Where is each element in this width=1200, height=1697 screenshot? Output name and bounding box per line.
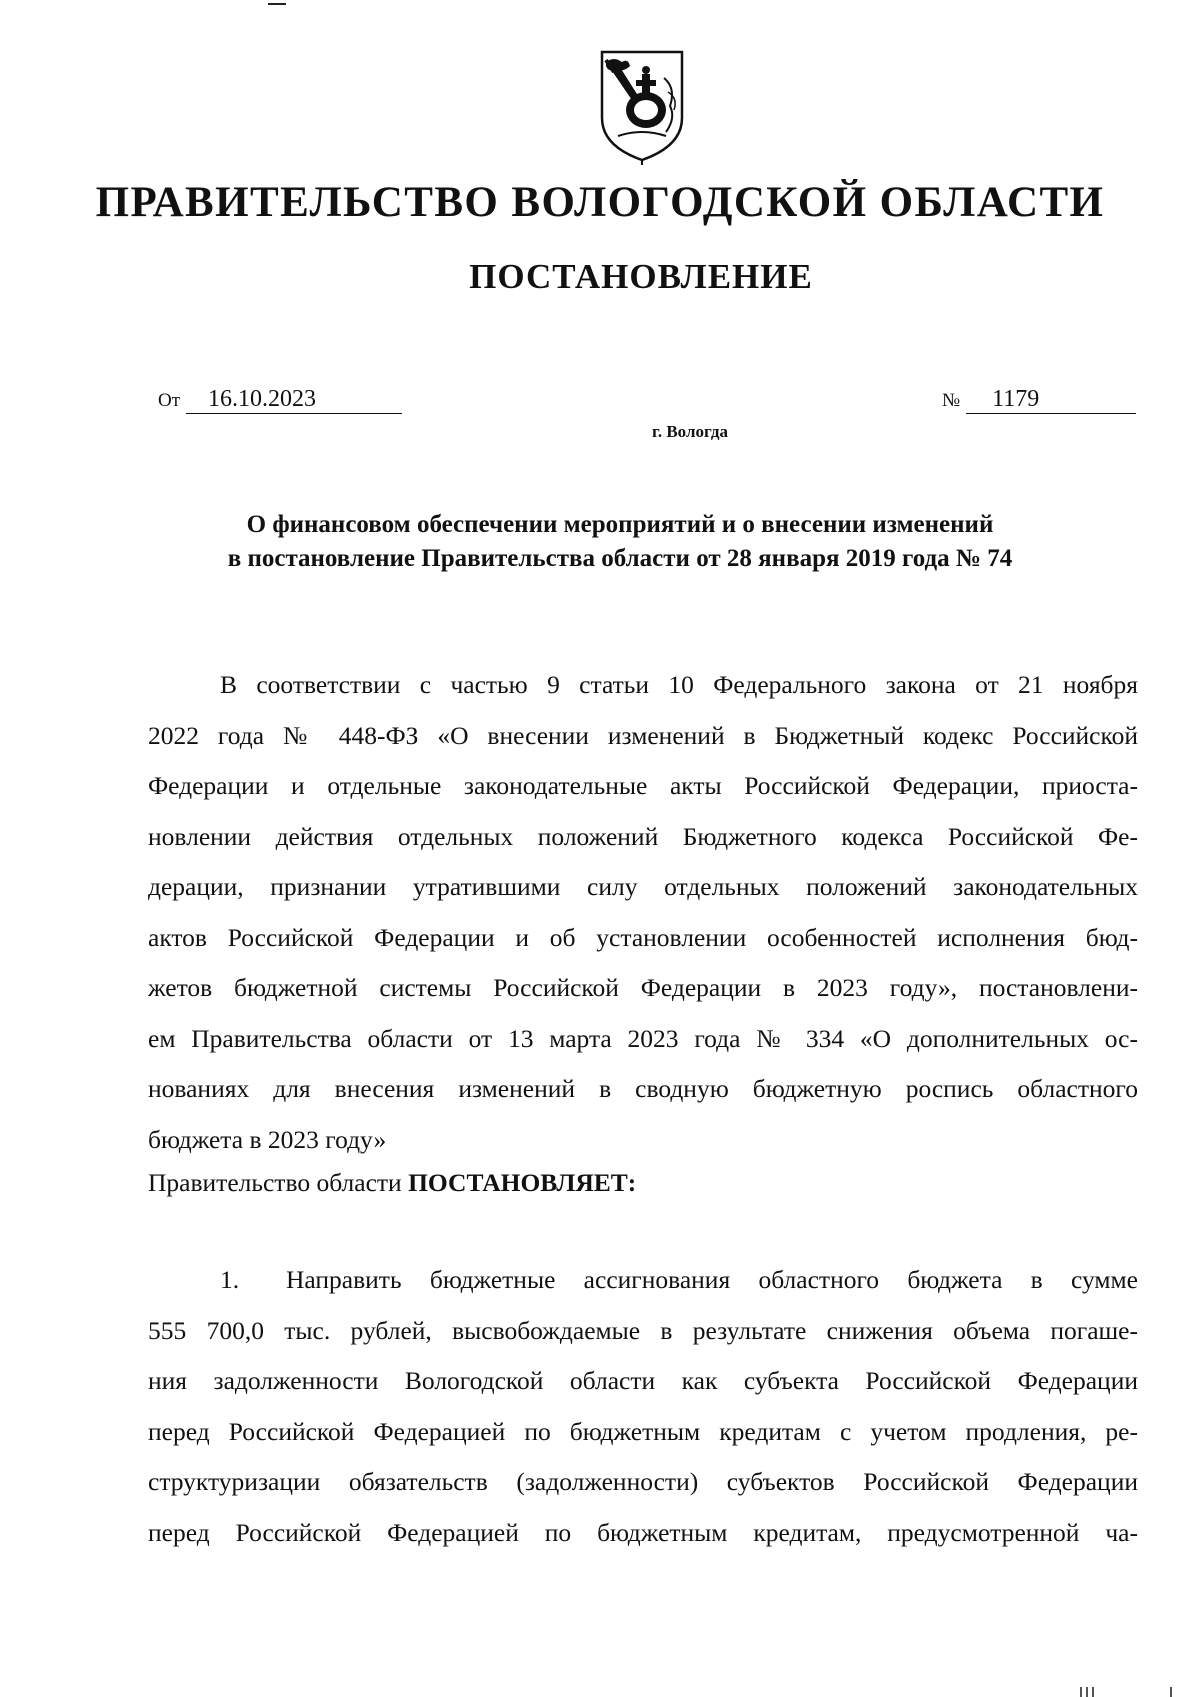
scan-artifact-top bbox=[268, 3, 286, 5]
subject-line: О финансовом обеспечении мероприятий и о внесении изменений bbox=[246, 511, 994, 538]
text-line: В соответствии с частью 9 статьи 10 Федерального закона от 21 ноября bbox=[220, 670, 1138, 699]
item-number: 1. bbox=[220, 1265, 240, 1294]
scan-artifact-bottom bbox=[1080, 1687, 1082, 1697]
date-line bbox=[158, 385, 402, 414]
document-type-title: ПОСТАНОВЛЕНИЕ bbox=[469, 257, 813, 296]
vologda-coat-of-arms-icon bbox=[596, 48, 688, 166]
number-label: № bbox=[942, 390, 961, 411]
government-title: ПРАВИТЕЛЬСТВО ВОЛОГОДСКОЙ ОБЛАСТИ bbox=[95, 179, 1105, 226]
preamble-paragraph bbox=[148, 660, 1138, 1165]
decision-prefix: Правительство области bbox=[148, 1168, 409, 1197]
text-line: нованиях для внесения изменений в сводную бюджетную роспись областного bbox=[148, 1074, 1138, 1103]
text-line: 2022 года № 448-ФЗ «О внесении изменений в Бюджетный кодекс Российской bbox=[148, 720, 1138, 750]
scan-artifact-bottom bbox=[1170, 1687, 1172, 1697]
decision-keyword: ПОСТАНОВЛЯЕТ: bbox=[408, 1168, 637, 1197]
text-line: жетов бюджетной системы Российской Федерации в 2023 году», постановлени- bbox=[148, 973, 1138, 1002]
text-line: ния задолженности Вологодской области как субъекта Российской Федерации bbox=[148, 1366, 1138, 1395]
text-line: новлении действия отдельных положений Бюджетного кодекса Российской Фе- bbox=[148, 821, 1138, 851]
text-line bbox=[148, 1255, 1138, 1306]
number-line bbox=[942, 385, 1136, 414]
document-number: 1179 bbox=[966, 385, 1136, 414]
decision-line bbox=[148, 1168, 636, 1198]
text-line: дерации, признании утратившими силу отдельных положений законодательных bbox=[148, 872, 1138, 901]
document-date: 16.10.2023 bbox=[186, 385, 402, 414]
date-label: От bbox=[158, 390, 181, 411]
text-line: Федерации и отдельные законодательные акты Российской Федерации, приоста- bbox=[148, 771, 1138, 800]
text-line: структуризации обязательств (задолженности) субъектов Российской Федерации bbox=[148, 1467, 1138, 1496]
text-line: актов Российской Федерации и об установлении особенностей исполнения бюд- bbox=[148, 922, 1138, 952]
subject-line: в постановление Правительства области от 28 января 2019 года № 74 bbox=[227, 545, 1013, 572]
text-line: перед Российской Федерацией по бюджетным кредитам с учетом продления, ре- bbox=[148, 1416, 1138, 1446]
document-subject bbox=[0, 508, 1200, 576]
text-line: бюджета в 2023 году» bbox=[148, 1124, 387, 1154]
text-line: перед Российской Федерацией по бюджетным кредитам, предусмотренной ча- bbox=[148, 1517, 1138, 1547]
item-1-paragraph bbox=[148, 1255, 1138, 1558]
city-name: г. Вологда bbox=[652, 422, 728, 441]
text-line: ем Правительства области от 13 марта 2023 года № 334 «О дополнительных ос- bbox=[148, 1023, 1138, 1053]
scan-artifact-bottom bbox=[1086, 1687, 1088, 1697]
scan-artifact-bottom bbox=[1092, 1687, 1094, 1697]
item-text: Направить бюджетные ассигнования областного бюджета в сумме bbox=[286, 1265, 1138, 1294]
text-line: 555 700,0 тыс. рублей, высвобождаемые в результате снижения объема погаше- bbox=[148, 1315, 1138, 1345]
